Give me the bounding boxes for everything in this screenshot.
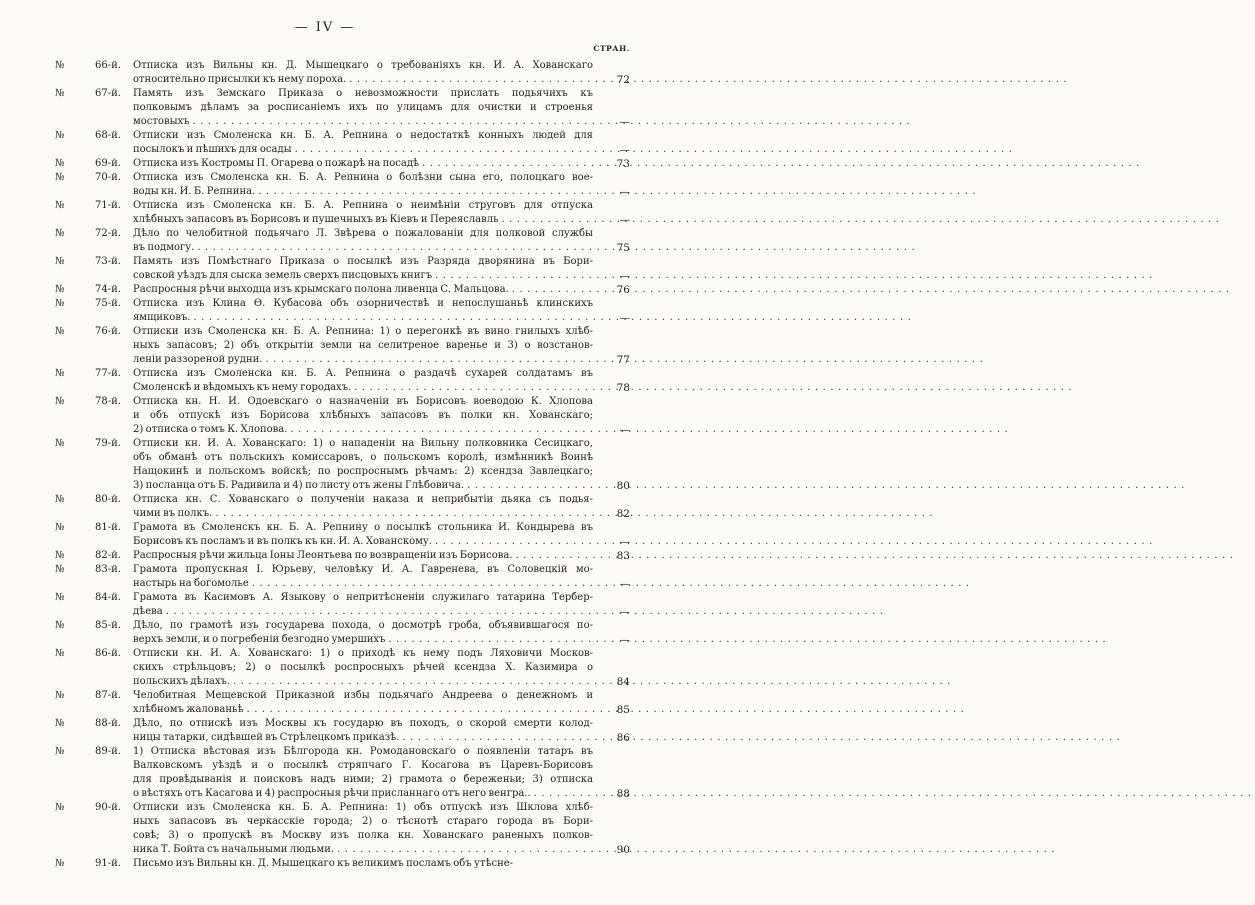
entry-line	[95, 521, 593, 535]
entry-line-text: Дѣло, по отпискѣ изъ Москвы къ государю въ походъ, о скорой смерти колод-	[133, 718, 593, 729]
entry-line-text: воды кн. И. Б. Репнина.	[133, 186, 256, 197]
entry-text-block	[95, 647, 593, 689]
entry-line	[95, 563, 593, 577]
page-number-heading: — IV —	[294, 20, 356, 35]
toc-entry	[55, 647, 630, 689]
entry-number: 70-й.	[95, 172, 121, 183]
entry-line	[133, 101, 593, 115]
dot-leader	[252, 577, 593, 591]
entry-line	[133, 479, 593, 493]
entry-number: 74-й.	[95, 284, 121, 295]
entry-line-text: Нащокинѣ и польскомъ войскѣ; по роспроснымъ рѣчамъ: 2) ксендза Завлецкаго;	[133, 466, 593, 477]
entry-page-number: 72	[616, 74, 630, 86]
numero-sign: №	[55, 158, 65, 169]
entry-line	[133, 311, 593, 325]
entry-line	[95, 437, 593, 451]
entry-line-text: въ подмогу.	[133, 242, 195, 253]
dot-leader	[265, 353, 593, 367]
entry-page-number: 76	[616, 284, 630, 296]
entry-line-text: 3) посланца отъ Б. Радивила и 4) по листу отъ жены Глѣбовича.	[133, 480, 465, 491]
entry-line	[133, 213, 593, 227]
dot-leader	[215, 507, 593, 521]
entry-line	[133, 423, 593, 437]
numero-sign: №	[55, 200, 65, 211]
entry-line-text: ныхъ запасовъ въ черкасскіе города; 2) о тѣснотѣ стараго города въ Бори-	[133, 816, 593, 827]
entry-page-number: —	[619, 186, 630, 198]
entry-text-block	[95, 549, 593, 563]
entry-line	[133, 269, 593, 283]
entry-text-block	[95, 255, 593, 283]
entry-page-number: 83	[616, 550, 630, 562]
entry-line	[133, 675, 593, 689]
toc-entry	[55, 325, 630, 367]
entry-line-text: и объ отпускѣ изъ Борисова хлѣбныхъ запасовъ въ полки кн. Хованскаго;	[133, 410, 593, 421]
numero-sign: №	[55, 620, 65, 631]
entry-text-block	[95, 129, 593, 157]
entry-text-block	[95, 367, 593, 395]
dot-leader	[193, 115, 593, 129]
toc-entry	[55, 521, 630, 549]
entry-line	[133, 815, 593, 829]
entry-line	[95, 549, 593, 563]
entry-page-number: 75	[616, 242, 630, 254]
dot-leader	[534, 787, 593, 801]
numero-sign: №	[55, 718, 65, 729]
entry-line-text: Отписка изъ Смоленска кн. Б. А. Репнина о неимѣніи струговъ для отпуска	[133, 200, 593, 211]
entry-line	[133, 829, 593, 843]
toc-entry	[55, 129, 630, 157]
entry-page-number: 84	[616, 676, 630, 688]
entry-line-text: Память изъ Помѣстнаго Приказа о посылкѣ изъ Разряда дворянина въ Бори-	[133, 256, 593, 267]
entry-text-block	[95, 227, 593, 255]
entry-text-block	[95, 283, 593, 297]
entry-page-number: —	[619, 312, 630, 324]
dot-leader	[194, 311, 594, 325]
toc-entry	[55, 199, 630, 227]
entry-line-text: скихъ стрѣльцовъ; 2) о посылкѣ роспросныхъ рѣчей ксендза Х. Казимира о	[133, 662, 593, 673]
entry-number: 82-й.	[95, 550, 121, 561]
entry-number: 67-й.	[95, 88, 121, 99]
entry-text-block	[95, 717, 593, 745]
numero-sign: №	[55, 746, 65, 757]
numero-sign: №	[55, 60, 65, 71]
numero-sign: №	[55, 88, 65, 99]
dot-leader	[197, 241, 593, 255]
entry-line-text: Распросныя рѣчи жильца Іоны Леонтьева по возвращеніи изъ Борисова.	[133, 550, 513, 561]
entry-page-number: —	[619, 634, 630, 646]
toc-entry	[55, 493, 630, 521]
entry-text-block	[95, 87, 593, 129]
entry-line-text: полковымъ дѣламъ за росписаніемъ ихъ по улицамъ для очистки и строенья	[133, 102, 593, 113]
entry-line-text: Отписка кн. Н. И. Одоевскаго о назначеніи въ Борисовъ воеводою К. Хлопова	[133, 396, 593, 407]
entry-text-block	[95, 801, 593, 857]
entry-line-text: леніи раззореной рудни.	[133, 354, 263, 365]
toc-entry	[55, 59, 630, 87]
dot-leader	[247, 703, 593, 717]
entry-line-text: совской уѣздъ для сыска земель сверхъ писцовыхъ книгъ	[133, 270, 433, 281]
entry-number: 69-й.	[95, 158, 121, 169]
entry-line	[95, 199, 593, 213]
entry-line	[95, 255, 593, 269]
entry-line	[133, 465, 593, 479]
numero-sign: №	[55, 550, 65, 561]
entry-number: 85-й.	[95, 620, 121, 631]
entry-page-number	[593, 857, 630, 871]
entry-number: 78-й.	[95, 396, 121, 407]
entry-line	[133, 73, 593, 87]
entry-line-text: Дѣло, по грамотѣ изъ государева похода, о досмотрѣ гроба, объявившагося по-	[133, 620, 593, 631]
entry-line	[95, 395, 593, 409]
entry-line-text: ницы татарки, сидѣвшей въ Стрѣлецкомъ приказѣ.	[133, 732, 400, 743]
entry-line	[95, 619, 593, 633]
entry-page-number: 90	[616, 844, 630, 856]
entry-line-text: Грамота пропускная І. Юрьеву, человѣку И. А. Гавренева, въ Соловецкій мо-	[133, 564, 593, 575]
entry-line	[133, 339, 593, 353]
entry-line-text: для провѣдыванія и поисковъ надъ ними; 2) грамота о береженьи; 3) отписка	[133, 774, 593, 785]
entry-number: 86-й.	[95, 648, 121, 659]
entry-line-text: Отписка кн. С. Хованскаго о полученіи наказа и неприбытіи дьяка съ подья-	[133, 494, 593, 505]
entry-text-block	[95, 745, 593, 801]
dot-leader	[349, 73, 593, 87]
toc-entry	[55, 857, 630, 871]
toc-entry	[55, 297, 630, 325]
numero-sign: №	[55, 172, 65, 183]
entry-line	[133, 577, 593, 591]
numero-sign: №	[55, 228, 65, 239]
entry-line-text: Отписка изъ Смоленска кн. Б. А. Репнина о болѣзни сына его, полоцкаго вое-	[133, 172, 593, 183]
entry-line	[133, 843, 593, 857]
toc-entry	[55, 395, 630, 437]
entry-text-block	[95, 157, 593, 171]
entry-line-text: верхъ земли, и о погребеніи безгодно умершихъ	[133, 634, 386, 645]
entry-line-text: Отписка изъ Клина Ѳ. Кубасова объ озорничествѣ и непослушаньѣ клинскихъ	[133, 298, 593, 309]
entry-page-number: —	[619, 424, 630, 436]
entry-page-number: 85	[616, 704, 630, 716]
pages-column-header: СТРАН.	[593, 44, 630, 53]
numero-sign: №	[55, 802, 65, 813]
entry-line	[133, 143, 593, 157]
entry-page-number: —	[619, 606, 630, 618]
entry-page-number: —	[619, 578, 630, 590]
entry-line	[133, 535, 593, 549]
entry-line-text: польскихъ дѣлахъ.	[133, 676, 231, 687]
entry-line-text: Память изъ Земскаго Приказа о невозможности прислать подьячихъ къ	[133, 88, 593, 99]
entry-line-text: хлѣбныхъ запасовъ въ Борисовъ и пушечныхъ въ Кіевъ и Переяславль	[133, 214, 499, 225]
entry-line-text: настырь на богомолье	[133, 578, 249, 589]
numero-sign: №	[55, 564, 65, 575]
dot-leader	[435, 535, 593, 549]
entry-text-block	[95, 325, 593, 367]
entry-line	[95, 493, 593, 507]
dot-leader	[290, 423, 593, 437]
entry-line	[133, 353, 593, 367]
entry-page-number: 73	[616, 158, 630, 170]
entry-text-block	[95, 591, 593, 619]
entry-line	[95, 647, 593, 661]
dot-leader	[402, 731, 593, 745]
entry-text-block	[95, 171, 593, 199]
entry-line-text: Борисовъ къ посламъ и въ полкъ къ кн. И. А. Хованскому.	[133, 536, 432, 547]
toc-entry	[55, 563, 630, 591]
entry-line	[95, 717, 593, 731]
entry-line-text: Отписки изъ Смоленска кн. Б. А. Репнина: 1) объ отпускѣ изъ Шклова хлѣб-	[133, 802, 593, 813]
entry-line	[133, 787, 593, 801]
toc-entry	[55, 283, 630, 297]
toc-entry	[55, 255, 630, 283]
entry-line	[133, 507, 593, 521]
numero-sign: №	[55, 438, 65, 449]
dot-leader	[166, 605, 593, 619]
entry-page-number: 86	[616, 732, 630, 744]
toc-entry	[55, 717, 630, 745]
entry-page-number: —	[619, 144, 630, 156]
entry-page-number: 88	[616, 788, 630, 800]
entry-line-text: Грамота въ Касимовъ А. Языкову о непритѣсненіи служилаго татарина Тербер-	[133, 592, 593, 603]
toc-entry	[55, 689, 630, 717]
toc-entry	[55, 367, 630, 395]
entry-line	[95, 591, 593, 605]
entry-text-block	[95, 563, 593, 591]
entry-line	[95, 227, 593, 241]
entry-line-text: ныхъ запасовъ; 2) объ открытіи земли на селитреное варенье и 3) о возстанов-	[133, 340, 593, 351]
dot-leader	[354, 381, 593, 395]
numero-sign: №	[55, 368, 65, 379]
entry-page-number: 78	[616, 382, 630, 394]
entry-line	[133, 185, 593, 199]
entry-line	[95, 129, 593, 143]
dot-leader	[435, 269, 593, 283]
numero-sign: №	[55, 256, 65, 267]
entry-number: 79-й.	[95, 438, 121, 449]
entry-line-text: посылокъ и пѣшихъ для осады	[133, 144, 292, 155]
entry-line	[95, 283, 593, 297]
entry-line	[133, 381, 593, 395]
entry-text-block	[95, 297, 593, 325]
entry-line-text: Отписка изъ Смоленска кн. Б. А. Репнина о раздачѣ сухарей солдатамъ въ	[133, 368, 593, 379]
entry-number: 72-й.	[95, 228, 121, 239]
entry-line	[95, 171, 593, 185]
entry-line-text: Отписки изъ Смоленска кн. Б. А. Репнина о недостаткѣ конныхъ людей для	[133, 130, 593, 141]
toc-entry	[55, 227, 630, 255]
numero-sign: №	[55, 690, 65, 701]
numero-sign: №	[55, 648, 65, 659]
entry-line	[95, 87, 593, 101]
entry-line-text: Отписки изъ Смоленска кн. Б. А. Репнина: 1) о перегонкѣ въ вино гнилыхъ хлѣб-	[133, 326, 593, 337]
entry-line-text: хлѣбномъ жалованьѣ	[133, 704, 244, 715]
dot-leader	[422, 157, 593, 171]
entry-number: 91-й.	[95, 858, 121, 869]
toc-entry	[55, 745, 630, 801]
toc-list	[55, 59, 630, 871]
numero-sign: №	[55, 326, 65, 337]
entry-line-text: дѣева	[133, 606, 163, 617]
entry-page-number: —	[619, 536, 630, 548]
entry-line	[133, 605, 593, 619]
entry-line	[95, 689, 593, 703]
entry-line-text: Письмо изъ Вильны кн. Д. Мышецкаго къ великимъ посламъ объ утѣсне-	[133, 858, 514, 869]
entry-line-text: Отписка изъ Вильны кн. Д. Мышецкаго о требованіяхъ кн. И. А. Хованскаго	[133, 60, 593, 71]
entry-page-number: 82	[616, 508, 630, 520]
numero-sign: №	[55, 130, 65, 141]
dot-leader	[233, 675, 593, 689]
toc-entry	[55, 801, 630, 857]
entry-page-number: —	[619, 214, 630, 226]
entry-number: 75-й.	[95, 298, 121, 309]
entry-line-text: Валковскомъ уѣздѣ и о посылкѣ стряпчаго Г. Косагова въ Царевъ-Борисовъ	[133, 760, 593, 771]
entry-number: 77-й.	[95, 368, 121, 379]
toc-entry	[55, 171, 630, 199]
entry-line	[133, 773, 593, 787]
numero-sign: №	[55, 284, 65, 295]
entry-line	[95, 745, 593, 759]
numero-sign: №	[55, 396, 65, 407]
entry-page-number: —	[619, 270, 630, 282]
toc-entry	[55, 157, 630, 171]
entry-line-text: чими въ полкъ.	[133, 508, 213, 519]
entry-text-block	[95, 437, 593, 493]
toc-entry	[55, 619, 630, 647]
entry-text-block	[95, 521, 593, 549]
entry-line-text: Грамота въ Смоленскъ кн. Б. А. Репнину о посылкѣ стольника И. Кондырева въ	[133, 522, 593, 533]
entry-line	[95, 367, 593, 381]
entry-line-text: Распросныя рѣчи выходца изъ крымскаго полона ливенца С. Мальцова.	[133, 284, 509, 295]
entry-line	[133, 633, 593, 647]
dot-leader	[295, 143, 593, 157]
entry-line-text: 1) Отписка вѣстовая изъ Бѣлгорода кн. Ромодановскаго о появленіи татаръ въ	[133, 746, 593, 757]
entry-number: 76-й.	[95, 326, 121, 337]
entry-page-number: —	[619, 116, 630, 128]
entry-number: 81-й.	[95, 522, 121, 533]
entry-text-block	[95, 199, 593, 227]
entry-number: 90-й.	[95, 802, 121, 813]
numero-sign: №	[55, 592, 65, 603]
entry-number: 80-й.	[95, 494, 121, 505]
entry-number: 87-й.	[95, 690, 121, 701]
entry-number: 89-й.	[95, 746, 121, 757]
dot-leader	[516, 549, 593, 563]
entry-line	[133, 731, 593, 745]
entry-number: 73-й.	[95, 256, 121, 267]
toc-entry	[55, 87, 630, 129]
numero-sign: №	[55, 522, 65, 533]
entry-line	[133, 409, 593, 423]
entry-line-text: ямщиковъ.	[133, 312, 191, 323]
entry-line-text: относительно присылки къ нему пороха.	[133, 74, 347, 85]
entry-line	[133, 703, 593, 717]
entry-line	[95, 297, 593, 311]
entry-line-text: Смоленскѣ и вѣдомыхъ къ нему городахъ.	[133, 382, 352, 393]
entry-page-number: 77	[616, 354, 630, 366]
entry-line-text: совѣ; 3) о пропускѣ въ Москву изъ полка кн. Хованскаго раненыхъ полков-	[133, 830, 593, 841]
entry-number: 68-й.	[95, 130, 121, 141]
dot-leader	[388, 633, 593, 647]
entry-line	[133, 241, 593, 255]
entry-number: 71-й.	[95, 200, 121, 211]
dot-leader	[512, 283, 593, 297]
entry-text-block	[95, 857, 593, 871]
dot-leader	[337, 843, 593, 857]
entry-line-text: мостовыхъ	[133, 116, 190, 127]
numero-sign: №	[55, 494, 65, 505]
dot-leader	[502, 213, 593, 227]
dot-leader	[467, 479, 593, 493]
entry-number: 88-й.	[95, 718, 121, 729]
entry-line	[95, 325, 593, 339]
entry-line	[95, 157, 593, 171]
entry-line	[133, 759, 593, 773]
numero-sign: №	[55, 298, 65, 309]
entry-line-text: ника Т. Бойта съ начальными людьми.	[133, 844, 335, 855]
entry-page-number: 80	[616, 480, 630, 492]
entry-number: 83-й.	[95, 564, 121, 575]
entry-line	[95, 801, 593, 815]
entry-line-text: Отписка изъ Костромы П. Огарева о пожарѣ на посадѣ	[133, 158, 420, 169]
entry-text-block	[95, 689, 593, 717]
dot-leader	[258, 185, 593, 199]
entry-line	[133, 661, 593, 675]
entry-text-block	[95, 59, 593, 87]
toc-entry	[55, 437, 630, 493]
entry-text-block	[95, 493, 593, 521]
toc-entry	[55, 591, 630, 619]
entry-line	[133, 115, 593, 129]
entry-line-text: о вѣстяхъ отъ Касагова и 4) распросныя рѣчи присланнаго отъ него венгра..	[133, 788, 531, 799]
entry-text-block	[95, 619, 593, 647]
toc-entry	[55, 549, 630, 563]
numero-sign: №	[55, 858, 65, 869]
entry-line-text: Дѣло по челобитной подьячаго Л. Звѣрева о пожалованіи для полковой службы	[133, 228, 593, 239]
entry-line	[95, 857, 593, 871]
entry-line-text: Челобитная Мещевской Приказной избы подьячаго Андреева о денежномъ и	[133, 690, 593, 701]
entry-line	[95, 59, 593, 73]
entry-line-text: 2) отписка о томъ К. Хлопова.	[133, 424, 288, 435]
entry-number: 84-й.	[95, 592, 121, 603]
entry-line-text: Отписки кн. И. А. Хованскаго: 1) о нападеніи на Вильну полковника Сесицкаго,	[133, 438, 593, 449]
entry-number: 66-й.	[95, 60, 121, 71]
entry-line-text: объ обманѣ отъ польскихъ комиссаровъ, о польскомъ королѣ, измѣнникѣ Воинѣ	[133, 452, 593, 463]
entry-line-text: Отписки кн. И. А. Хованскаго: 1) о приходѣ къ нему подъ Ляховичи Москов-	[133, 648, 593, 659]
entry-line	[133, 451, 593, 465]
entry-text-block	[95, 395, 593, 437]
